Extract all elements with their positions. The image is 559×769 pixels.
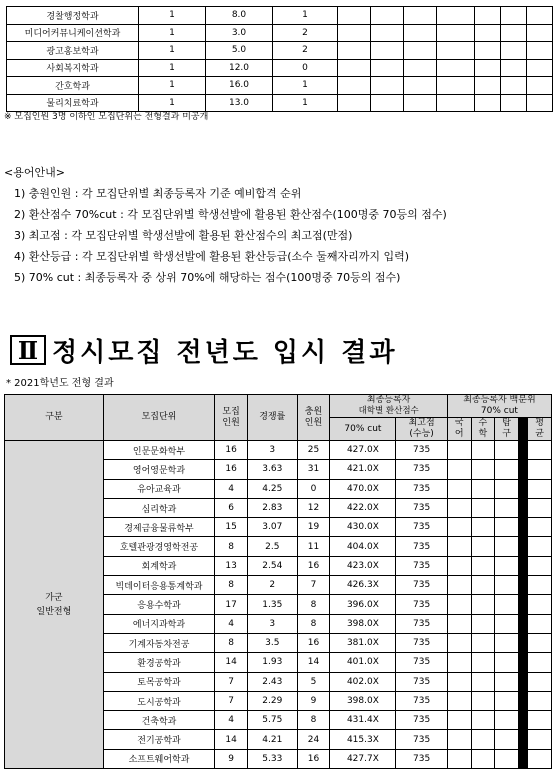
average-cell <box>528 711 552 730</box>
empty-cell <box>527 7 553 25</box>
ratio-cell: 3 <box>248 614 297 633</box>
additional-cell: 11 <box>297 537 330 556</box>
empty-cell <box>501 24 527 42</box>
table-row <box>7 77 553 95</box>
note-year: * 2021학년도 전형 결과 <box>6 378 114 389</box>
ratio-cell: 3.5 <box>248 633 297 652</box>
unit-cell: 빅데이터응용통계학과 <box>103 576 214 595</box>
additional-cell: 16 <box>297 556 330 575</box>
unit-cell: 전기공학과 <box>103 730 214 749</box>
math-cell <box>471 479 495 498</box>
divider-cell <box>518 730 527 749</box>
header-additional: 충원 인원 <box>297 395 330 441</box>
recruit-cell: 1 <box>139 77 206 95</box>
empty-cell <box>338 24 371 42</box>
divider-cell <box>518 691 527 710</box>
ratio-cell: 3.0 <box>206 24 273 42</box>
recruit-cell: 8 <box>215 537 248 556</box>
additional-cell: 25 <box>297 441 330 460</box>
math-cell <box>471 730 495 749</box>
empty-cell <box>501 94 527 112</box>
cut70-cell: 421.0X <box>330 460 396 479</box>
max-score-cell: 735 <box>396 441 448 460</box>
empty-cell <box>371 42 404 60</box>
empty-cell <box>501 77 527 95</box>
math-cell <box>471 633 495 652</box>
recruit-cell: 8 <box>215 633 248 652</box>
math-cell <box>471 556 495 575</box>
math-cell <box>471 595 495 614</box>
korean-cell <box>447 633 471 652</box>
inquiry-cell <box>495 730 519 749</box>
group-label-cell <box>5 441 104 769</box>
math-cell <box>471 576 495 595</box>
additional-cell: 12 <box>297 498 330 517</box>
ratio-cell: 2.54 <box>248 556 297 575</box>
inquiry-cell <box>495 691 519 710</box>
empty-cell <box>404 24 437 42</box>
average-cell <box>528 749 552 768</box>
korean-cell <box>447 479 471 498</box>
max-score-cell: 735 <box>396 518 448 537</box>
ratio-cell: 1.35 <box>248 595 297 614</box>
inquiry-cell <box>495 711 519 730</box>
recruit-cell: 1 <box>139 24 206 42</box>
recruit-cell: 1 <box>139 42 206 60</box>
recruit-cell: 6 <box>215 498 248 517</box>
max-score-cell: 735 <box>396 730 448 749</box>
unit-cell: 사회복지학과 <box>7 59 139 77</box>
header-inquiry: 탐 구 <box>495 418 519 441</box>
math-cell <box>471 653 495 672</box>
recruit-cell: 8 <box>215 576 248 595</box>
max-score-cell: 735 <box>396 691 448 710</box>
divider-cell <box>518 614 527 633</box>
unit-cell: 회계학과 <box>103 556 214 575</box>
header-math: 수 학 <box>471 418 495 441</box>
additional-cell: 19 <box>297 518 330 537</box>
header-category: 구분 <box>5 395 104 441</box>
cut70-cell: 381.0X <box>330 633 396 652</box>
korean-cell <box>447 730 471 749</box>
ratio-cell: 1.93 <box>248 653 297 672</box>
additional-cell: 0 <box>273 59 338 77</box>
ratio-cell: 16.0 <box>206 77 273 95</box>
unit-cell: 호텔관광경영학전공 <box>103 537 214 556</box>
inquiry-cell <box>495 653 519 672</box>
max-score-cell: 735 <box>396 633 448 652</box>
average-cell <box>528 537 552 556</box>
header-ratio: 경쟁률 <box>248 395 297 441</box>
table-row <box>5 441 552 460</box>
recruit-cell: 1 <box>139 59 206 77</box>
unit-cell: 환경공학과 <box>103 653 214 672</box>
max-score-cell: 735 <box>396 479 448 498</box>
additional-cell: 1 <box>273 77 338 95</box>
recruit-cell: 4 <box>215 479 248 498</box>
average-cell <box>528 498 552 517</box>
header-percentile-group: 최종등록자 백분위 70% cut <box>447 395 551 418</box>
max-score-cell: 735 <box>396 653 448 672</box>
additional-cell: 9 <box>297 691 330 710</box>
average-cell <box>528 441 552 460</box>
empty-cell <box>371 77 404 95</box>
empty-cell <box>527 59 553 77</box>
inquiry-cell <box>495 441 519 460</box>
recruit-cell: 1 <box>139 7 206 25</box>
divider-cell <box>518 653 527 672</box>
inquiry-cell <box>495 518 519 537</box>
main-results-table <box>4 394 552 769</box>
average-cell <box>528 595 552 614</box>
additional-cell: 5 <box>297 672 330 691</box>
inquiry-cell <box>495 576 519 595</box>
math-cell <box>471 518 495 537</box>
max-score-cell: 735 <box>396 576 448 595</box>
cut70-cell: 426.3X <box>330 576 396 595</box>
empty-cell <box>338 42 371 60</box>
additional-cell: 24 <box>297 730 330 749</box>
ratio-cell: 8.0 <box>206 7 273 25</box>
divider-cell <box>518 537 527 556</box>
average-cell <box>528 633 552 652</box>
ratio-cell: 2 <box>248 576 297 595</box>
group-label-line: 가군 <box>45 592 63 603</box>
korean-cell <box>447 498 471 517</box>
empty-cell <box>338 59 371 77</box>
average-cell <box>528 479 552 498</box>
inquiry-cell <box>495 556 519 575</box>
empty-cell <box>437 77 475 95</box>
recruit-cell: 13 <box>215 556 248 575</box>
math-cell <box>471 711 495 730</box>
inquiry-cell <box>495 537 519 556</box>
guide-item: 4) 환산등급 : 각 모집단위별 학생선발에 활용된 환산등급(소수 둘째자리까지 입력) <box>14 250 410 263</box>
additional-cell: 8 <box>297 711 330 730</box>
empty-cell <box>475 42 501 60</box>
unit-cell: 토목공학과 <box>103 672 214 691</box>
max-score-cell: 735 <box>396 537 448 556</box>
unit-cell: 영어영문학과 <box>103 460 214 479</box>
section-heading <box>10 330 397 370</box>
guide-item: 1) 충원인원 : 각 모집단위별 최종등록자 기준 예비합격 순위 <box>14 187 302 200</box>
additional-cell: 1 <box>273 7 338 25</box>
section-title: 정시모집 전년도 입시 결과 <box>52 337 398 368</box>
header-recruit: 모집 인원 <box>215 395 248 441</box>
recruit-cell: 4 <box>215 711 248 730</box>
unit-cell: 에너지과학과 <box>103 614 214 633</box>
recruit-cell: 15 <box>215 518 248 537</box>
cut70-cell: 415.3X <box>330 730 396 749</box>
empty-cell <box>527 94 553 112</box>
inquiry-cell <box>495 498 519 517</box>
recruit-cell: 1 <box>139 94 206 112</box>
korean-cell <box>447 556 471 575</box>
ratio-cell: 5.0 <box>206 42 273 60</box>
additional-cell: 31 <box>297 460 330 479</box>
average-cell <box>528 460 552 479</box>
section-number: Ⅱ <box>10 335 46 365</box>
header-average: 평 균 <box>528 418 552 441</box>
recruit-cell: 16 <box>215 460 248 479</box>
korean-cell <box>447 614 471 633</box>
math-cell <box>471 672 495 691</box>
math-cell <box>471 691 495 710</box>
empty-cell <box>501 7 527 25</box>
empty-cell <box>371 7 404 25</box>
divider-cell <box>518 672 527 691</box>
average-cell <box>528 653 552 672</box>
group-label-line: 일반전형 <box>36 606 72 617</box>
additional-cell: 8 <box>297 595 330 614</box>
unit-cell: 심리학과 <box>103 498 214 517</box>
empty-cell <box>527 24 553 42</box>
header-cut70: 70% cut <box>330 418 396 441</box>
ratio-cell: 12.0 <box>206 59 273 77</box>
additional-cell: 2 <box>273 24 338 42</box>
math-cell <box>471 498 495 517</box>
inquiry-cell <box>495 479 519 498</box>
ratio-cell: 3.63 <box>248 460 297 479</box>
empty-cell <box>527 42 553 60</box>
empty-cell <box>501 42 527 60</box>
math-cell <box>471 537 495 556</box>
recruit-cell: 7 <box>215 691 248 710</box>
korean-cell <box>447 537 471 556</box>
divider-cell <box>518 711 527 730</box>
unit-cell: 기계자동차전공 <box>103 633 214 652</box>
inquiry-cell <box>495 749 519 768</box>
inquiry-cell <box>495 672 519 691</box>
korean-cell <box>447 749 471 768</box>
korean-cell <box>447 672 471 691</box>
guide-item: 5) 70% cut : 최종등록자 중 상위 70%에 해당하는 점수(100명중 70등의 점수) <box>14 271 401 284</box>
max-score-cell: 735 <box>396 614 448 633</box>
header-max: 최고점 (수능) <box>396 418 448 441</box>
ratio-cell: 4.21 <box>248 730 297 749</box>
korean-cell <box>447 460 471 479</box>
empty-cell <box>475 24 501 42</box>
ratio-cell: 2.5 <box>248 537 297 556</box>
recruit-cell: 9 <box>215 749 248 768</box>
cut70-cell: 423.0X <box>330 556 396 575</box>
divider-cell <box>518 595 527 614</box>
divider-cell <box>518 633 527 652</box>
divider-cell <box>518 441 527 460</box>
empty-cell <box>437 59 475 77</box>
ratio-cell: 3.07 <box>248 518 297 537</box>
header-unit: 모집단위 <box>103 395 214 441</box>
recruit-cell: 4 <box>215 614 248 633</box>
empty-cell <box>475 77 501 95</box>
average-cell <box>528 556 552 575</box>
guide-title: <용어안내> <box>4 166 65 179</box>
table-row <box>7 7 553 25</box>
cut70-cell: 398.0X <box>330 614 396 633</box>
max-score-cell: 735 <box>396 711 448 730</box>
additional-cell: 14 <box>297 653 330 672</box>
inquiry-cell <box>495 614 519 633</box>
guide-item: 2) 환산점수 70%cut : 각 모집단위별 학생선발에 활용된 환산점수(100명중 70등의 점수) <box>14 208 447 221</box>
empty-cell <box>404 77 437 95</box>
max-score-cell: 735 <box>396 460 448 479</box>
recruit-cell: 16 <box>215 441 248 460</box>
inquiry-cell <box>495 633 519 652</box>
cut70-cell: 398.0X <box>330 691 396 710</box>
top-table-body <box>7 7 553 112</box>
table-row <box>7 59 553 77</box>
unit-cell: 소프트웨어학과 <box>103 749 214 768</box>
empty-cell <box>338 77 371 95</box>
divider-cell <box>518 749 527 768</box>
average-cell <box>528 614 552 633</box>
unit-cell: 간호학과 <box>7 77 139 95</box>
unit-cell: 응용수학과 <box>103 595 214 614</box>
empty-cell <box>527 77 553 95</box>
empty-cell <box>404 94 437 112</box>
unit-cell: 물리치료학과 <box>7 94 139 112</box>
max-score-cell: 735 <box>396 672 448 691</box>
ratio-cell: 2.43 <box>248 672 297 691</box>
korean-cell <box>447 576 471 595</box>
empty-cell <box>371 59 404 77</box>
korean-cell <box>447 595 471 614</box>
korean-cell <box>447 711 471 730</box>
table-row <box>7 24 553 42</box>
unit-cell: 경찰행정학과 <box>7 7 139 25</box>
average-cell <box>528 691 552 710</box>
empty-cell <box>475 7 501 25</box>
cut70-cell: 401.0X <box>330 653 396 672</box>
header-final-group: 최종등록자 대학별 환산점수 <box>330 395 447 418</box>
max-score-cell: 735 <box>396 498 448 517</box>
cut70-cell: 396.0X <box>330 595 396 614</box>
empty-cell <box>501 59 527 77</box>
ratio-cell: 5.33 <box>248 749 297 768</box>
math-cell <box>471 749 495 768</box>
korean-cell <box>447 691 471 710</box>
empty-cell <box>437 42 475 60</box>
unit-cell: 건축학과 <box>103 711 214 730</box>
cut70-cell: 427.0X <box>330 441 396 460</box>
math-cell <box>471 441 495 460</box>
additional-cell: 7 <box>297 576 330 595</box>
divider-cell <box>518 518 527 537</box>
header-korean: 국 어 <box>447 418 471 441</box>
top-results-table <box>6 6 553 112</box>
additional-cell: 1 <box>273 94 338 112</box>
table-row <box>7 42 553 60</box>
empty-cell <box>338 7 371 25</box>
guide-item: 3) 최고점 : 각 모집단위별 학생선발에 활용된 환산점수의 최고점(만점) <box>14 229 353 242</box>
additional-cell: 8 <box>297 614 330 633</box>
unit-cell: 유아교육과 <box>103 479 214 498</box>
ratio-cell: 2.29 <box>248 691 297 710</box>
average-cell <box>528 518 552 537</box>
recruit-cell: 14 <box>215 653 248 672</box>
cut70-cell: 430.0X <box>330 518 396 537</box>
unit-cell: 미디어커뮤니케이션학과 <box>7 24 139 42</box>
unit-cell: 광고홍보학과 <box>7 42 139 60</box>
ratio-cell: 4.25 <box>248 479 297 498</box>
divider-cell <box>518 498 527 517</box>
empty-cell <box>437 24 475 42</box>
main-table-body <box>5 441 552 769</box>
divider-cell <box>518 556 527 575</box>
korean-cell <box>447 518 471 537</box>
additional-cell: 0 <box>297 479 330 498</box>
empty-cell <box>437 94 475 112</box>
cut70-cell: 422.0X <box>330 498 396 517</box>
cut70-cell: 427.7X <box>330 749 396 768</box>
unit-cell: 인문문화학부 <box>103 441 214 460</box>
note-small-units: ※ 모집인원 3명 이하인 모집단위는 전형결과 미공개 <box>4 112 209 122</box>
korean-cell <box>447 441 471 460</box>
max-score-cell: 735 <box>396 556 448 575</box>
recruit-cell: 14 <box>215 730 248 749</box>
ratio-cell: 2.83 <box>248 498 297 517</box>
unit-cell: 경제금융물류학부 <box>103 518 214 537</box>
average-cell <box>528 672 552 691</box>
empty-cell <box>371 24 404 42</box>
math-cell <box>471 460 495 479</box>
ratio-cell: 13.0 <box>206 94 273 112</box>
ratio-cell: 3 <box>248 441 297 460</box>
ratio-cell: 5.75 <box>248 711 297 730</box>
divider-cell <box>518 479 527 498</box>
max-score-cell: 735 <box>396 595 448 614</box>
additional-cell: 2 <box>273 42 338 60</box>
empty-cell <box>404 59 437 77</box>
inquiry-cell <box>495 595 519 614</box>
cut70-cell: 402.0X <box>330 672 396 691</box>
empty-cell <box>475 94 501 112</box>
average-cell <box>528 730 552 749</box>
max-score-cell: 735 <box>396 749 448 768</box>
empty-cell <box>475 59 501 77</box>
math-cell <box>471 614 495 633</box>
inquiry-cell <box>495 460 519 479</box>
recruit-cell: 7 <box>215 672 248 691</box>
cut70-cell: 404.0X <box>330 537 396 556</box>
cut70-cell: 431.4X <box>330 711 396 730</box>
empty-cell <box>404 42 437 60</box>
recruit-cell: 17 <box>215 595 248 614</box>
divider-cell <box>518 576 527 595</box>
empty-cell <box>437 7 475 25</box>
empty-cell <box>338 94 371 112</box>
header-divider <box>518 418 527 441</box>
additional-cell: 16 <box>297 633 330 652</box>
korean-cell <box>447 653 471 672</box>
average-cell <box>528 576 552 595</box>
cut70-cell: 470.0X <box>330 479 396 498</box>
unit-cell: 도시공학과 <box>103 691 214 710</box>
additional-cell: 16 <box>297 749 330 768</box>
empty-cell <box>371 94 404 112</box>
divider-cell <box>518 460 527 479</box>
empty-cell <box>404 7 437 25</box>
